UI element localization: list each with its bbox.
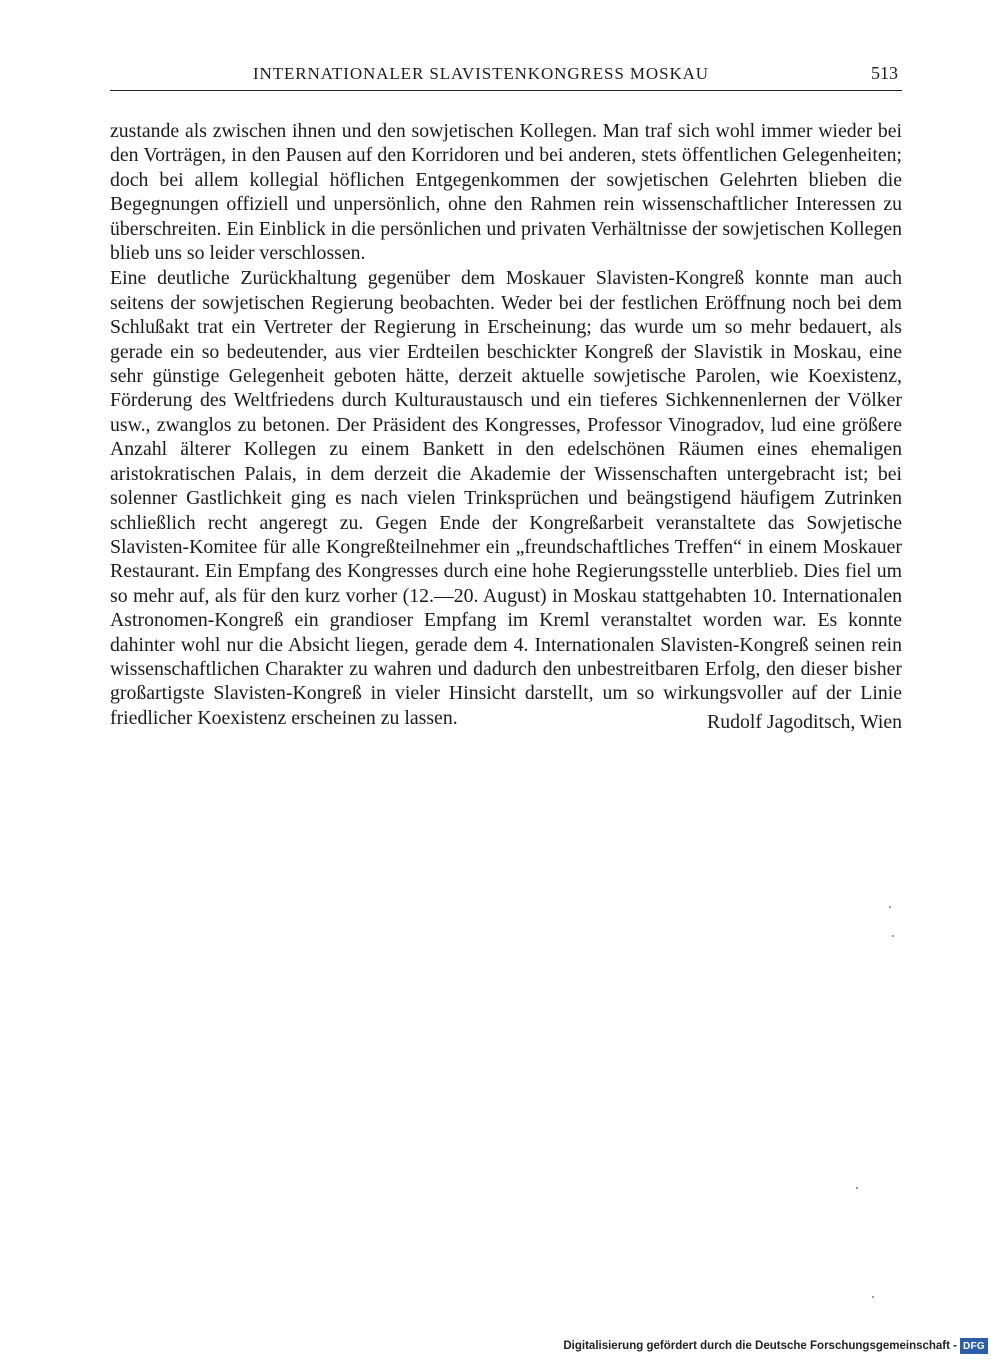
page-number: 513 <box>871 63 898 83</box>
running-title: INTERNATIONALER SLAVISTENKONGRESS MOSKAU <box>253 64 709 83</box>
scan-speck <box>892 935 894 937</box>
scan-speck <box>889 906 891 908</box>
digitization-footer <box>563 1336 988 1356</box>
author-signature: Rudolf Jagoditsch, Wien <box>707 711 902 734</box>
scan-speck <box>872 1296 874 1298</box>
paragraph-2: Eine deutliche Zurückhaltung gegenüber dem Moskauer Slavisten-Kongreß konnte man auch seitens der sowjetischen Regierung beobachten. Weder bei der festlichen Eröffnung noch bei dem Schlußakt trat ein Vertreter der Regierung in Erscheinung; das wurde um so mehr bedauert, als gerade ein so bedeutender, aus vier Erdteilen beschickter Kongreß der Slavistik in Moskau, eine sehr günstige Gelegenheit geboten hätte, derzeit aktuelle sowjetische Parolen, wie Koexistenz, Förderung des Weltfriedens durch Kulturaustausch und ein tieferes Sichkennenlernen der Völker usw., zwanglos zu betonen. Der Präsident des Kongresses, Professor Vinogradov, lud eine größere Anzahl älterer Kollegen zu einem Bankett in den edelschönen Räumen eines ehemaligen aristokratischen Palais, in dem derzeit die Akademie der Wissenschaften untergebracht ist; bei solenner Gastlichkeit ging es nach vielen Trinksprüchen und beängstigend häufigem Zutrinken schließlich recht angeregt zu. Gegen Ende der Kongreßarbeit veranstaltete das Sowjetische Slavisten-Komitee für alle Kongreßteilnehmer ein „freundschaftliches Treffen“ in einem Moskauer Restaurant. Ein Empfang des Kongresses durch eine hohe Regierungsstelle unterblieb. Dies fiel um so mehr auf, als für den kurz vorher (12.—20. August) in Moskau stattgehabten 10. Internationalen Astronomen-Kongreß ein grandioser Empfang im Kreml veranstaltet worden war. Es konnte dahinter wohl nur die Absicht liegen, gerade dem 4. Internationalen Slavisten-Kongreß seinen rein wissenschaftlichen Charakter zu wahren und dadurch den unbestreitbaren Erfolg, den dieser bisher großartigste Slavisten-Kongreß in vieler Hinsicht darstellt, um so wirkungsvoller auf der Linie friedlicher Koexistenz erscheinen zu lassen. <box>110 267 902 729</box>
dfg-logo: DFG <box>960 1338 988 1354</box>
paragraph-1: zustande als zwischen ihnen und den sowjetischen Kollegen. Man traf sich wohl immer wieder bei den Vorträgen, in den Pausen auf den Korridoren und bei anderen, stets öffentlichen Gelegenheiten; doch bei allem kollegial höflichen Entgegenkommen der sowjetischen Gelehrten blieben die Begegnungen offiziell und unpersönlich, ohne den Rahmen rein wissenschaftlicher Interessen zu überschreiten. Ein Einblick in die persönlichen und privaten Verhältnisse der sowjetischen Kollegen blieb uns so leider verschlossen. <box>110 120 902 265</box>
running-header <box>110 62 902 91</box>
scan-speck <box>856 1187 858 1189</box>
article-body <box>110 119 902 735</box>
funding-note: Digitalisierung gefördert durch die Deutsche Forschungsgemeinschaft - <box>563 1340 957 1352</box>
